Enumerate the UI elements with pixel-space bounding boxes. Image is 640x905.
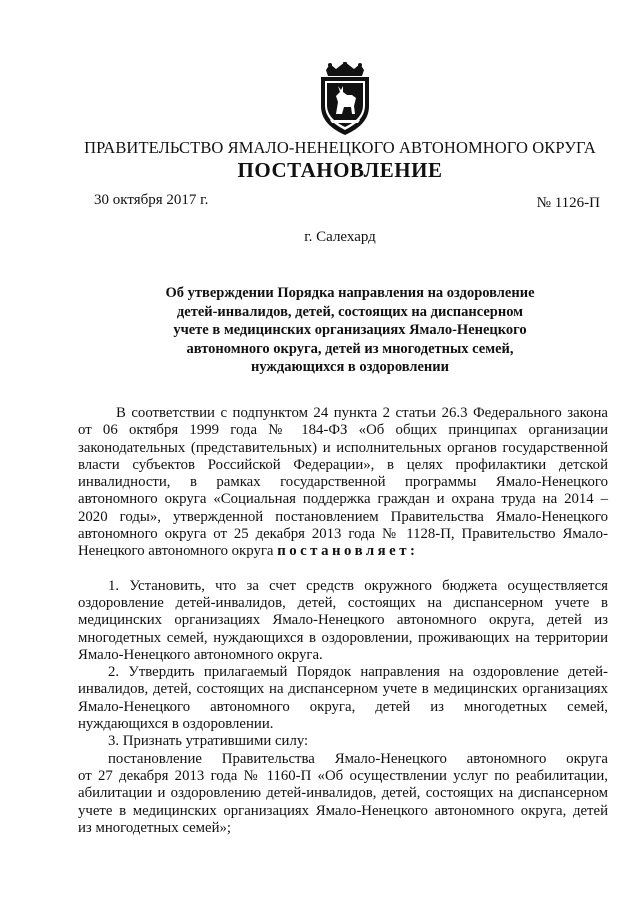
text-line: оздоровление детей-инвалидов, детей, состоящих на диспансерном учете в [78, 594, 608, 611]
text-line: многодетных семей, нуждающихся в оздоровлении, проживающих на территории [78, 629, 608, 646]
document-city: г. Салехард [304, 229, 376, 245]
heading-line: детей-инвалидов, детей, состоящих на диспансерном [176, 303, 524, 320]
text-line: абилитации и оздоровлению детей-инвалидов, детей, состоящих на диспансерном [78, 785, 608, 802]
text-line: из многодетных семей»; [78, 819, 232, 836]
text-line: нуждающихся в оздоровлении. [78, 716, 274, 733]
text-line [78, 543, 608, 560]
resolves-word: постановляет: [277, 543, 419, 560]
document-heading [100, 284, 600, 377]
heading-line: нуждающихся в оздоровлении [250, 359, 449, 375]
preamble-last-text: Ненецкого автономного округа [78, 543, 278, 560]
paragraph-gap [78, 561, 608, 578]
document-date: 30 октября 2017 г. [94, 192, 209, 208]
text-line: от 27 декабря 2013 года № 1160-П «Об осуществлении услуг по реабилитации, [78, 767, 608, 784]
text-line: медицинских организациях Ямало-Ненецкого автономного округа, детей из [78, 612, 608, 629]
text-line: инвалидов, детей, состоящих на диспансерном учете в медицинских организациях [78, 681, 608, 698]
text-line: учете в медицинских организациях Ямало-Ненецкого автономного округа, детей [78, 802, 608, 819]
text-line: постановление Правительства Ямало-Ненецкого автономного округа [108, 750, 608, 767]
heading-line: Об утверждении Порядка направления на оздоровление [165, 285, 535, 301]
text-line: власти субъектов Российской Федерации», в целях профилактики детской [78, 456, 608, 473]
text-line: 1. Установить, что за счет средств окружного бюджета осуществляется [108, 577, 608, 594]
text-line: 3. Признать утратившими силу: [108, 733, 309, 750]
text-line: В соответствии с подпунктом 24 пункта 2 статьи 26.3 Федерального закона [116, 405, 608, 421]
item-1-paragraph [78, 578, 608, 664]
text-line: автономного округа от 25 декабря 2013 года № 1128-П, Правительство Ямало- [78, 526, 608, 543]
preamble-paragraph [78, 405, 608, 561]
item-3-subparagraph [78, 751, 608, 837]
text-line: 2020 годы», утвержденной постановлением Правительства Ямало-Ненецкого [78, 508, 608, 525]
text-line: автономного округа «Социальная поддержка граждан и охрана труда на 2014 – [78, 491, 608, 508]
text-line: инвалидности, в рамках государственной программы Ямало-Ненецкого [78, 474, 608, 491]
document-number: № 1126-П [536, 195, 600, 211]
heading-line: учете в медицинских организациях Ямало-Ненецкого [173, 322, 527, 338]
text-line: Ямало-Ненецкого автономного округа, детей из многодетных семей, [78, 698, 608, 715]
text-line: законодательных (представительных) и исполнительных органов государственной [78, 439, 608, 456]
document-body [78, 405, 608, 837]
document-type: ПОСТАНОВЛЕНИЕ [237, 158, 443, 182]
text-line: от 06 октября 1999 года № 184-ФЗ «Об общих принципах организации [78, 422, 608, 439]
text-line: Ямало-Ненецкого автономного округа. [78, 646, 323, 663]
text-line: 2. Утвердить прилагаемый Порядок направления на оздоровление детей- [108, 664, 608, 681]
item-3-paragraph [78, 733, 608, 750]
government-name: ПРАВИТЕЛЬСТВО ЯМАЛО-НЕНЕЦКОГО АВТОНОМНОГО ОКРУГА [84, 138, 596, 157]
item-2-paragraph [78, 664, 608, 733]
heading-line: автономного округа, детей из многодетных семей, [186, 340, 514, 357]
coat-of-arms-emblem-icon [316, 62, 374, 136]
